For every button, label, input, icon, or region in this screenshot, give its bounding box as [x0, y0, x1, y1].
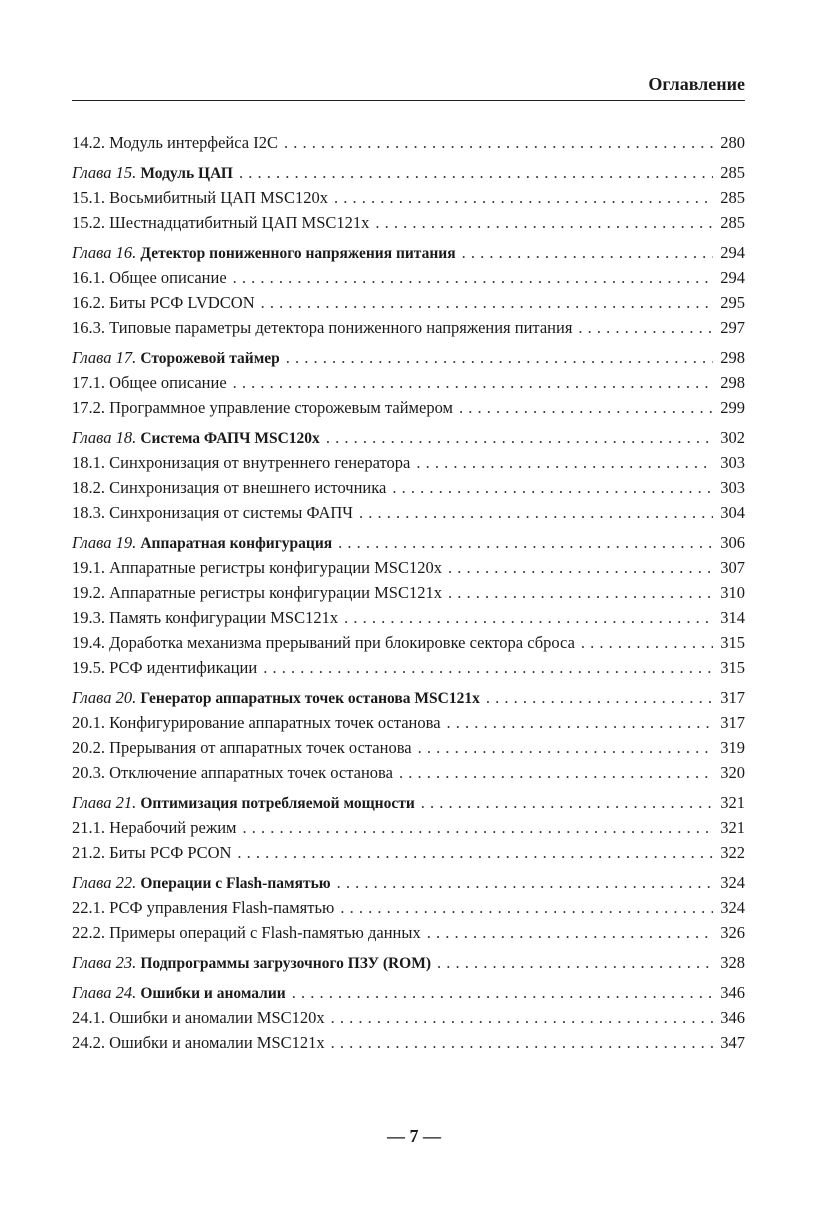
dot-leader [486, 685, 713, 710]
toc-section-row[interactable] [72, 500, 745, 525]
chapter-title: Система ФАПЧ MSC120x [140, 430, 320, 447]
table-of-contents [72, 130, 745, 1055]
dot-leader [233, 370, 713, 395]
dot-leader [447, 710, 713, 735]
toc-page-number: 321 [720, 793, 745, 812]
chapter-number: Глава 20. [72, 688, 137, 707]
dot-leader [284, 130, 713, 155]
toc-page-number: 347 [720, 1033, 745, 1052]
toc-section-row[interactable] [72, 735, 745, 760]
chapter-title: Модуль ЦАП [140, 165, 233, 182]
toc-entry-label [72, 240, 456, 266]
dot-leader [462, 240, 713, 265]
toc-section-row[interactable] [72, 655, 745, 680]
toc-section-row[interactable] [72, 290, 745, 315]
toc-page-number: 317 [720, 688, 745, 707]
chapter-title: Аппаратная конфигурация [140, 535, 333, 552]
toc-entry-label: 19.4. Доработка механизма прерываний при блокировке сектора сброса [72, 633, 575, 652]
toc-section-row[interactable] [72, 265, 745, 290]
toc-page-number: 317 [720, 713, 745, 732]
toc-page-number: 314 [720, 608, 745, 627]
toc-chapter-row[interactable] [72, 160, 745, 185]
toc-page-number: 328 [720, 953, 745, 972]
toc-entry-label [72, 160, 233, 186]
toc-page-number: 324 [720, 873, 745, 892]
dot-leader [421, 790, 713, 815]
toc-page-number: 324 [720, 898, 745, 917]
toc-entry-label: 22.1. РСФ управления Flash-памятью [72, 898, 335, 917]
toc-page-number: 346 [720, 983, 745, 1002]
chapter-number: Глава 23. [72, 953, 137, 972]
dot-leader [399, 760, 713, 785]
toc-section-row[interactable] [72, 630, 745, 655]
toc-page-number: 299 [720, 398, 745, 417]
toc-entry-label: 17.1. Общее описание [72, 373, 227, 392]
dot-leader [326, 425, 713, 450]
toc-entry-label: 16.1. Общее описание [72, 268, 227, 287]
dot-leader [416, 450, 713, 475]
toc-section-row[interactable] [72, 895, 745, 920]
dot-leader [233, 265, 713, 290]
toc-page-number: 310 [720, 583, 745, 602]
dot-leader [242, 815, 713, 840]
toc-entry-label: 24.2. Ошибки и аномалии MSC121x [72, 1033, 325, 1052]
page-header [72, 72, 745, 101]
toc-section-row[interactable] [72, 185, 745, 210]
dot-leader [581, 630, 713, 655]
toc-entry-label [72, 950, 431, 976]
dot-leader [392, 475, 713, 500]
dot-leader [418, 735, 713, 760]
dot-leader [331, 1030, 713, 1055]
dot-leader [237, 840, 713, 865]
toc-entry-label: 16.2. Биты РСФ LVDCON [72, 293, 255, 312]
chapter-number: Глава 21. [72, 793, 137, 812]
toc-section-row[interactable] [72, 840, 745, 865]
toc-page-number: 285 [720, 188, 745, 207]
toc-entry-label: 21.1. Нерабочий режим [72, 818, 237, 837]
dot-leader [340, 895, 713, 920]
chapter-number: Глава 19. [72, 533, 137, 552]
chapter-number: Глава 15. [72, 163, 137, 182]
toc-section-row[interactable] [72, 710, 745, 735]
toc-page-number: 303 [720, 453, 745, 472]
toc-entry-label [72, 790, 415, 816]
toc-page-number: 346 [720, 1008, 745, 1027]
toc-entry-label: 18.3. Синхронизация от системы ФАПЧ [72, 503, 353, 522]
toc-section-row[interactable] [72, 370, 745, 395]
toc-entry-label: 20.3. Отключение аппаратных точек останова [72, 763, 393, 782]
chapter-title: Детектор пониженного напряжения питания [140, 245, 456, 262]
toc-entry-label: 18.2. Синхронизация от внешнего источника [72, 478, 387, 497]
toc-page-number: 315 [720, 633, 745, 652]
dot-leader [359, 500, 713, 525]
page-number: — 7 — [387, 1126, 441, 1146]
chapter-number: Глава 17. [72, 348, 137, 367]
dot-leader [331, 1005, 713, 1030]
toc-section-row[interactable] [72, 1030, 745, 1055]
toc-entry-label: 19.1. Аппаратные регистры конфигурации MSC120x [72, 558, 442, 577]
toc-page-number: 294 [720, 243, 745, 262]
dot-leader [338, 530, 713, 555]
toc-chapter-row[interactable] [72, 950, 745, 975]
toc-entry-label [72, 870, 331, 896]
toc-chapter-row[interactable] [72, 980, 745, 1005]
toc-section-row[interactable] [72, 555, 745, 580]
dot-leader [344, 605, 713, 630]
toc-page-number: 320 [720, 763, 745, 782]
toc-page-number: 294 [720, 268, 745, 287]
toc-page-number: 302 [720, 428, 745, 447]
dot-leader [292, 980, 713, 1005]
header-title: Оглавление [648, 74, 745, 94]
chapter-title: Ошибки и аномалии [140, 985, 286, 1002]
chapter-title: Сторожевой таймер [140, 350, 280, 367]
toc-page-number: 297 [720, 318, 745, 337]
toc-page-number: 306 [720, 533, 745, 552]
toc-entry-label [72, 345, 280, 371]
dot-leader [263, 655, 713, 680]
toc-entry-label: 19.3. Память конфигурации MSC121x [72, 608, 339, 627]
dot-leader [239, 160, 713, 185]
toc-page-number: 285 [720, 163, 745, 182]
dot-leader [286, 345, 713, 370]
toc-chapter-row[interactable] [72, 425, 745, 450]
chapter-number: Глава 18. [72, 428, 137, 447]
chapter-number: Глава 22. [72, 873, 137, 892]
toc-section-row[interactable] [72, 815, 745, 840]
toc-chapter-row[interactable] [72, 345, 745, 370]
dot-leader [261, 290, 713, 315]
toc-page-number: 307 [720, 558, 745, 577]
toc-section-row[interactable] [72, 475, 745, 500]
toc-chapter-row[interactable] [72, 870, 745, 895]
toc-entry-label: 22.2. Примеры операций с Flash-памятью данных [72, 923, 421, 942]
toc-entry-label: 19.2. Аппаратные регистры конфигурации MSC121x [72, 583, 442, 602]
toc-entry-label: 20.2. Прерывания от аппаратных точек останова [72, 738, 412, 757]
toc-section-row[interactable] [72, 395, 745, 420]
dot-leader [427, 920, 713, 945]
dot-leader [578, 315, 713, 340]
toc-page-number: 298 [720, 373, 745, 392]
toc-chapter-row[interactable] [72, 530, 745, 555]
dot-leader [448, 555, 713, 580]
chapter-title: Подпрограммы загрузочного ПЗУ (ROM) [140, 955, 432, 972]
chapter-number: Глава 24. [72, 983, 137, 1002]
toc-page-number: 304 [720, 503, 745, 522]
chapter-title: Операции с Flash-памятью [140, 875, 331, 892]
toc-entry-label: 17.2. Программное управление сторожевым таймером [72, 398, 453, 417]
dot-leader [437, 950, 713, 975]
toc-section-row[interactable] [72, 1005, 745, 1030]
toc-entry-label [72, 425, 320, 451]
toc-entry-label: 14.2. Модуль интерфейса I2C [72, 133, 278, 152]
toc-section-row[interactable] [72, 580, 745, 605]
toc-page-number: 326 [720, 923, 745, 942]
dot-leader [334, 185, 713, 210]
chapter-number: Глава 16. [72, 243, 137, 262]
chapter-title: Оптимизация потребляемой мощности [140, 795, 415, 812]
toc-section-row[interactable] [72, 605, 745, 630]
toc-page-number: 303 [720, 478, 745, 497]
toc-entry-label [72, 685, 480, 711]
toc-entry-label: 20.1. Конфигурирование аппаратных точек останова [72, 713, 441, 732]
toc-page-number: 298 [720, 348, 745, 367]
toc-page-number: 321 [720, 818, 745, 837]
dot-leader [448, 580, 713, 605]
chapter-title: Генератор аппаратных точек останова MSC121x [140, 690, 480, 707]
dot-leader [375, 210, 713, 235]
dot-leader [337, 870, 713, 895]
toc-page-number: 280 [720, 133, 745, 152]
toc-section-row[interactable] [72, 210, 745, 235]
dot-leader [459, 395, 713, 420]
toc-entry-label [72, 980, 286, 1006]
toc-entry-label: 18.1. Синхронизация от внутреннего генератора [72, 453, 411, 472]
toc-section-row[interactable] [72, 920, 745, 945]
toc-page-number: 319 [720, 738, 745, 757]
toc-section-row[interactable] [72, 450, 745, 475]
toc-page-number: 315 [720, 658, 745, 677]
toc-entry-label [72, 530, 332, 556]
toc-section-row[interactable] [72, 130, 745, 155]
toc-entry-label: 15.1. Восьмибитный ЦАП MSC120x [72, 188, 328, 207]
toc-page-number: 285 [720, 213, 745, 232]
toc-page-number: 295 [720, 293, 745, 312]
toc-entry-label: 21.2. Биты РСФ PCON [72, 843, 232, 862]
toc-page-number: 322 [720, 843, 745, 862]
toc-section-row[interactable] [72, 315, 745, 340]
toc-chapter-row[interactable] [72, 240, 745, 265]
toc-entry-label: 15.2. Шестнадцатибитный ЦАП MSC121x [72, 213, 370, 232]
toc-chapter-row[interactable] [72, 790, 745, 815]
toc-entry-label: 24.1. Ошибки и аномалии MSC120x [72, 1008, 325, 1027]
toc-entry-label: 16.3. Типовые параметры детектора пониженного напряжения питания [72, 318, 573, 337]
toc-section-row[interactable] [72, 760, 745, 785]
toc-chapter-row[interactable] [72, 685, 745, 710]
toc-entry-label: 19.5. РСФ идентификации [72, 658, 258, 677]
